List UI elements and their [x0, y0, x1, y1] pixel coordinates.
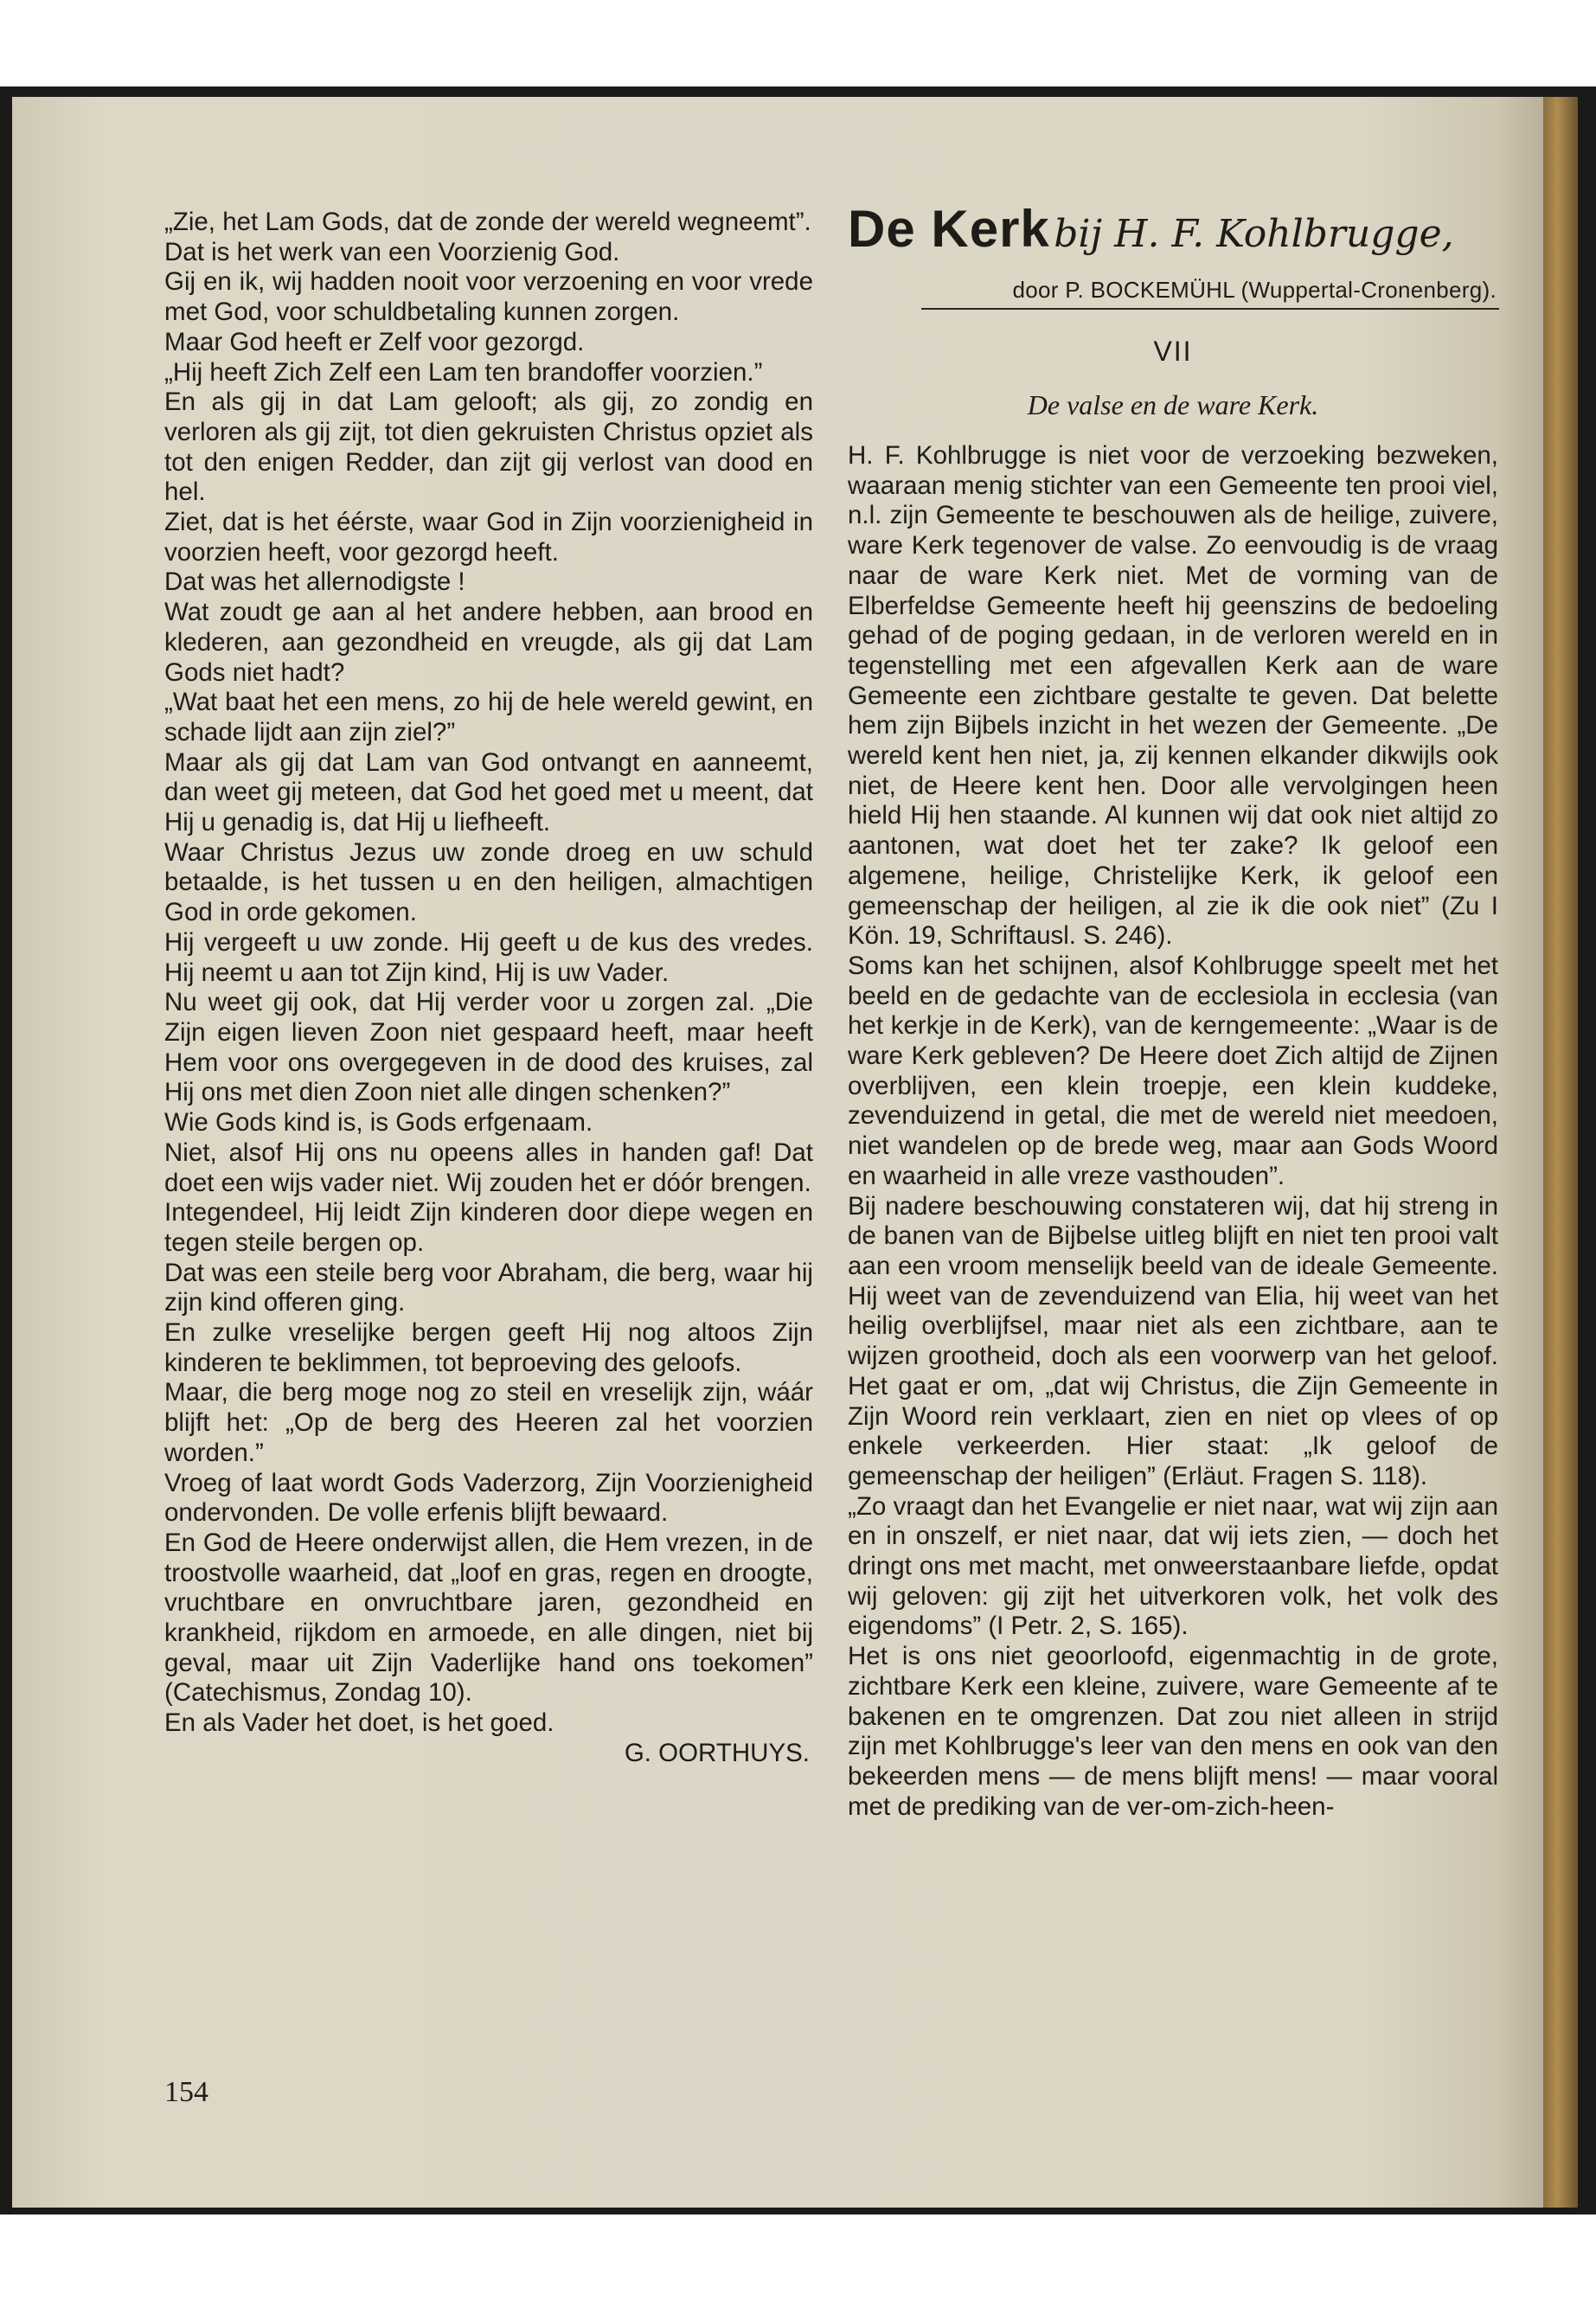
paragraph: Wie Gods kind is, is Gods erfgenaam.	[164, 1108, 593, 1138]
paragraph: H. F. Kohlbrugge is niet voor de verzoeking bezweken, waaraan menig stichter van een Gemeente ten prooi viel, n.l. zijn Gemeente te beschouwen als de heilige, zuivere, ware Kerk tegenover de valse. Zo eenvoudig is de vraag naar de ware Kerk niet. Met de vorming van de Elberfeldse Gemeente heeft hij geenszins de bedoeling gehad of de poging gedaan, in de verloren wereld en in tegenstelling met een afgevallen Kerk aan de ware Gemeente een zichtbare gestalte te geven. Dat belette hem zijn Bijbels inzicht in het wezen der Gemeente. „De wereld kent hen niet, ja, zij kennen elkander dikwijls ook niet, de Heere kent hen. Door alle vervolgingen heen hield Hij hen staande. Al kunnen wij dat ook niet altijd zo aantonen, wat doet het ter zake? Ik geloof een algemene, heilige, Christelijke Kerk, ik geloof een gemeenschap der heiligen, al zie ik die ook niet” (Zu I Kön. 19, Schriftausl. S. 246).	[848, 441, 1498, 951]
paragraph: „Hij heeft Zich Zelf een Lam ten brandoffer voorzien.”	[164, 357, 763, 387]
paragraph: En zulke vreselijke bergen geeft Hij nog altoos Zijn kinderen te beklimmen, tot beproeving des geloofs.	[164, 1318, 813, 1377]
right-column	[848, 441, 1498, 1822]
author-signature: G. OORTHUYS.	[624, 1738, 810, 1767]
paragraph: Maar als gij dat Lam van God ontvangt en aanneemt, dan weet gij meteen, dat God het goed met u meent, dat Hij u genadig is, dat Hij u liefheeft.	[164, 747, 813, 837]
paragraph: Dat was het allernodigste !	[164, 567, 465, 597]
paragraph: Waar Christus Jezus uw zonde droeg en uw schuld betaalde, is het tussen u en den heiligen, almachtigen God in orde gekomen.	[164, 837, 813, 927]
paragraph: Maar, die berg moge nog zo steil en vreselijk zijn, wáár blijft het: „Op de berg des Heeren zal het voorzien worden.”	[164, 1378, 813, 1467]
chapter-subtitle: De valse en de ware Kerk.	[1027, 389, 1319, 420]
paragraph: Wat zoudt ge aan al het andere hebben, aan brood en klederen, aan gezondheid en vreugde, als gij dat Lam Gods niet hadt?	[164, 598, 813, 687]
left-column	[164, 208, 813, 1769]
paragraph: „Wat baat het een mens, zo hij de hele wereld gewint, en schade lijdt aan zijn ziel?”	[164, 688, 813, 747]
paragraph: En God de Heere onderwijst allen, die Hem vrezen, in de troostvolle waarheid, dat „loof en gras, regen en droogte, vruchtbare en onvruchtbare jaren, gezondheid en krankheid, rijkdom en armoede, en alle dingen, niet bij geval, maar uit Zijn Vaderlijke hand ons toekomen” (Catechismus, Zondag 10).	[164, 1528, 813, 1708]
paragraph: Dat is het werk van een Voorzienig God.	[164, 237, 620, 266]
paragraph: Dat was een steile berg voor Abraham, die berg, waar hij zijn kind offeren ging.	[164, 1258, 813, 1317]
paragraph: „Zo vraagt dan het Evangelie er niet naar, wat wij zijn aan en in onszelf, er niet naar, dat wij iets zien, — doch het dringt ons met macht, met onweerstaanbare liefde, opdat wij geloven: gij zijt het uitverkoren volk, het volk des eigendoms” (I Petr. 2, S. 165).	[848, 1491, 1498, 1641]
paragraph: „Zie, het Lam Gods, dat de zonde der wereld wegneemt”.	[164, 208, 811, 236]
paragraph: En als Vader het doet, is het goed.	[164, 1708, 554, 1738]
chapter-number: VII	[1153, 336, 1193, 367]
paragraph: Maar God heeft er Zelf voor gezorgd.	[164, 327, 585, 356]
paragraph: Nu weet gij ook, dat Hij verder voor u zorgen zal. „Die Zijn eigen lieven Zoon niet gespaard heeft, maar heeft Hem voor ons overgegeven in de dood des kruises, zal Hij ons met dien Zoon niet alle dingen schenken?”	[164, 988, 813, 1107]
article-title	[848, 199, 1498, 259]
paragraph: Vroeg of laat wordt Gods Vaderzorg, Zijn Voorzienigheid ondervonden. De volle erfenis blijft bewaard.	[164, 1468, 813, 1528]
page-edge	[1543, 97, 1578, 2208]
paragraph: Integendeel, Hij leidt Zijn kinderen door diepe wegen en tegen steile bergen op.	[164, 1198, 813, 1257]
paragraph: Niet, alsof Hij ons nu opeens alles in handen gaf! Dat doet een wijs vader niet. Wij zouden het er dóór brengen.	[164, 1138, 813, 1197]
page-number: 154	[164, 2076, 208, 2108]
paragraph: Gij en ik, wij hadden nooit voor verzoening en voor vrede met God, voor schuldbetaling kunnen zorgen.	[164, 267, 813, 327]
header-divider	[921, 308, 1499, 310]
paragraph: Hij vergeeft u uw zonde. Hij geeft u de kus des vredes. Hij neemt u aan tot Zijn kind, Hij is uw Vader.	[164, 927, 813, 987]
article-title-script: bij H. F. Kohlbrugge,	[1054, 212, 1454, 256]
paragraph: En als gij in dat Lam gelooft; als gij, zo zondig en verloren als gij zijt, tot dien gekruisten Christus opziet als tot den enigen Redder, dan zijt gij verlost van dood en hel.	[164, 388, 813, 507]
paragraph: Het is ons niet geoorloofd, eigenmachtig in de grote, zichtbare Kerk een kleine, zuivere, ware Gemeente af te bakenen en te omgrenzen. Dat zou niet alleen in strijd zijn met Kohlbrugge's leer van den mens en ook van den bekeerden mens — de mens blijft mens! — maar vooral met de prediking van de ver-om-zich-heen-	[848, 1642, 1498, 1821]
article-byline: door P. BOCKEMÜHL (Wuppertal-Cronenberg).	[1012, 277, 1497, 303]
paragraph: Bij nadere beschouwing constateren wij, dat hij streng in de banen van de Bijbelse uitleg blijft en niet ten prooi valt aan een vroom menselijk beeld van de ideale Gemeente. Hij weet van de zevenduizend van Elia, hij weet van het heilig overblijfsel, maar niet als een zichtbare, aan te wijzen grootheid, doch als een voorwerp van het geloof. Het gaat er om, „dat wij Christus, die Zijn Gemeente in Zijn Woord rein verklaart, zien en niet op vlees of op enkele verkeerden. Hier staat: „Ik geloof de gemeenschap der heiligen” (Erläut. Fragen S. 118).	[848, 1191, 1498, 1490]
article-title-main: De Kerk	[848, 200, 1050, 258]
paragraph: Ziet, dat is het éérste, waar God in Zijn voorzienigheid in voorzien heeft, voor gezorgd heeft.	[164, 508, 813, 567]
paragraph: Soms kan het schijnen, alsof Kohlbrugge speelt met het beeld en de gedachte van de ecclesiola in ecclesia (van het kerkje in de Kerk), van de kerngemeente: „Waar is de ware Kerk gebleven? De Heere doet Zich altijd de Zijnen overblijven, een klein troepje, een klein kuddeke, zevenduizend in getal, die met de wereld niet meedoen, niet wandelen op de brede weg, maar aan Gods Woord en waarheid in alle vreze vasthouden”.	[848, 951, 1498, 1190]
